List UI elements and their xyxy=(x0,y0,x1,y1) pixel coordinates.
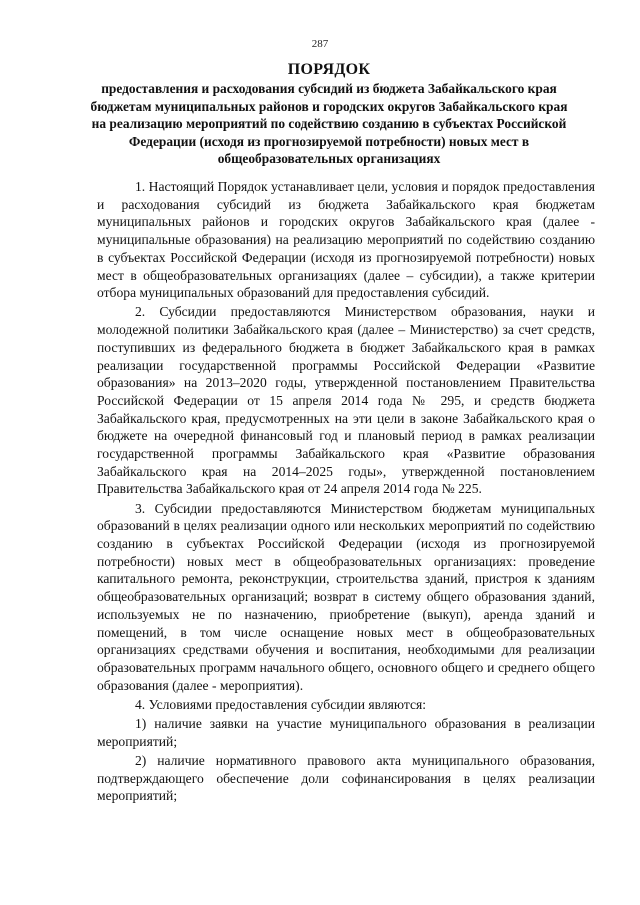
paragraph-3: 3. Субсидии предоставляются Министерством бюджетам муниципальных образований в целях реализации одного или нескольких мероприятий по содействию созданию в субъектах Российской Федерации (исходя из прогнозируемой потребности) новых мест в общеобразовательных организациях: проведение капитального ремонта, реконструкции, строительства зданий, пристроя к зданиям общеобразовательных организаций; возврат в систему общего образования зданий, используемых не по назначению, приобретение (выкуп), аренда зданий и помещений, в том числе оснащение новых мест в общеобразовательных организациях средствами обучения и воспитания, необходимыми для реализации образовательных программ начального общего, основного общего и среднего общего образования (далее - мероприятия). xyxy=(97,500,595,693)
document-title: ПОРЯДОК xyxy=(287,61,371,78)
list-item-1: 1) наличие заявки на участие муниципального образования в реализации мероприятий; xyxy=(97,716,595,749)
paragraph-2: 2. Субсидии предоставляются Министерством образования, науки и молодежной политики Забайкальского края (далее – Министерство) за счет средств, поступивших из федерального бюджета в бюджет Забайкальского края в рамках реализации государственной программы Российской Федерации «Развитие образования» на 2013–2020 годы, утвержденной постановлением Правительства Российской Федерации от 15 апреля 2014 года № 295, и средств бюджета Забайкальского края, предусмотренных на эти цели в законе Забайкальского края о бюджете на очередной финансовый год и плановый период в рамках реализации государственной программы Забайкальского края «Развитие образования Забайкальского края на 2014–2025 годы», утвержденной постановлением Правительства Забайкальского края от 24 апреля 2014 года № 225. xyxy=(97,304,595,497)
paragraph-4: 4. Условиями предоставления субсидии являются: xyxy=(135,696,427,712)
title-block xyxy=(90,60,568,168)
list-item-2: 2) наличие нормативного правового акта муниципального образования, подтверждающего обеспечение доли софинансирования в целях реализации мероприятий; xyxy=(97,753,595,804)
page-number: 287 xyxy=(311,38,329,50)
paragraph-1: 1. Настоящий Порядок устанавливает цели, условия и порядок предоставления и расходования субсидий из бюджета Забайкальского края бюджетам муниципальных районов и городских округов Забайкальского края (далее - муниципальные образования) на реализацию мероприятий по содействию созданию в субъектах Российской Федерации (исходя из прогнозируемой потребности) новых мест в общеобразовательных организациях (далее – субсидии), а также критерии отбора муниципальных образований для предоставления субсидий. xyxy=(97,179,595,301)
document-body xyxy=(97,178,595,807)
document-subtitle: предоставления и расходования субсидий из бюджета Забайкальского края бюджетам муниципальных районов и городских округов Забайкальского края на реализацию мероприятий по содействию созданию в субъектах Российской Федерации (исходя из прогнозируемой потребности) новых мест в общеобразовательных организациях xyxy=(90,81,568,167)
